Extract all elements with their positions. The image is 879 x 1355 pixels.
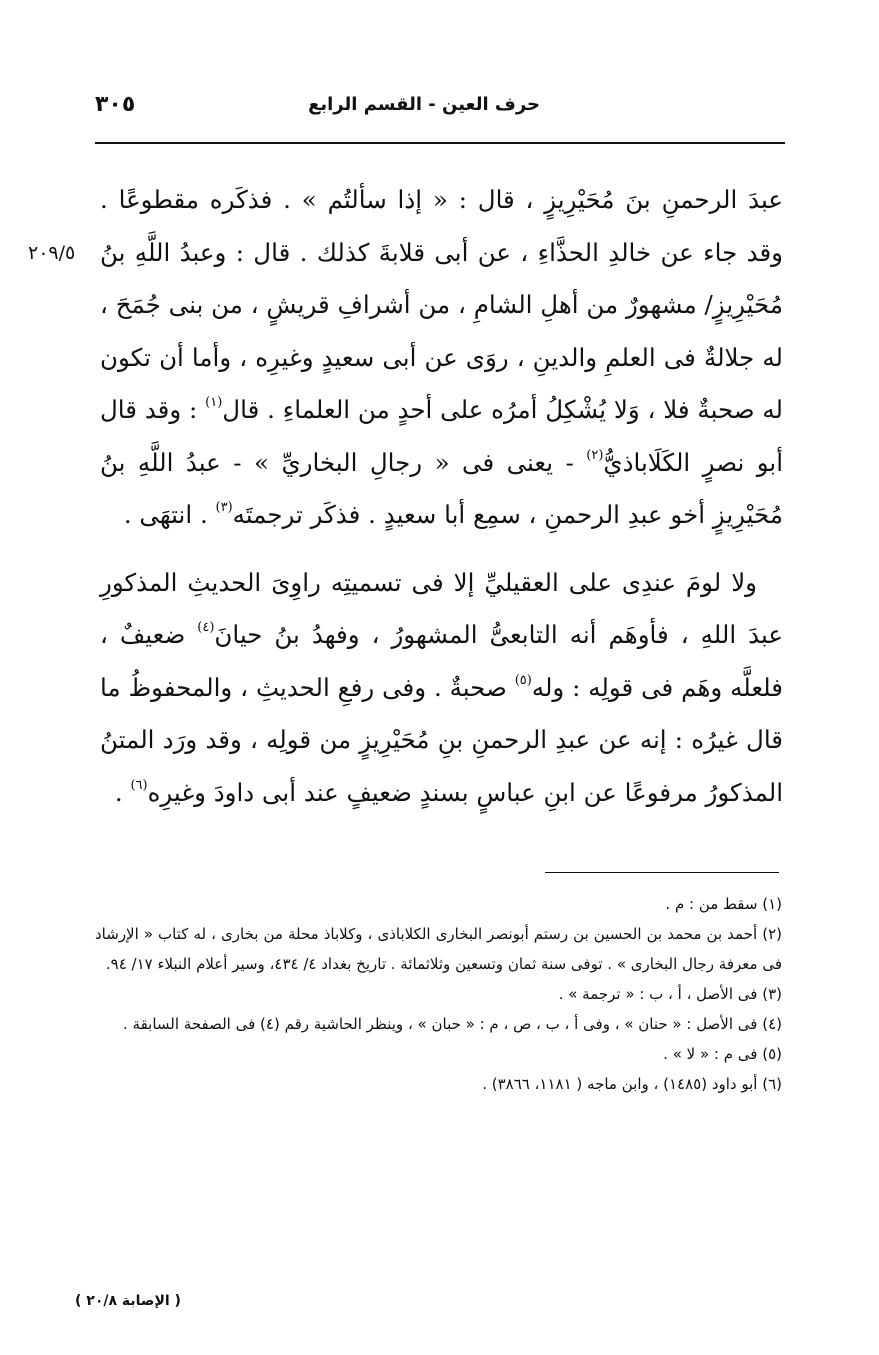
header-rule [95, 142, 785, 144]
footnote-4: (٤) فى الأصل : « حنان » ، وفى أ ، ب ، ص ، م : « حبان » ، وينظر الحاشية رقم (٤) فى الصفحة السابقة . [122, 1015, 782, 1033]
footnote-ref-1: (١) [205, 395, 223, 410]
footnote-ref-5: (٥) [514, 672, 532, 688]
text-run: ولا لومَ عندِى على العقيليِّ إلا فى تسميتِه راوِىَ الحديثِ المذكورِ عبدَ اللهِ ، فأوهَم أنه التابعىُّ المشهورُ ، وفهدُ بنُ حيانَ [100, 567, 783, 649]
signature-note: ( الإصابة ٢٠/٨ ) [75, 1293, 181, 1309]
footnote-rule [545, 872, 779, 873]
running-title: حرف العين - القسم الرابع [308, 94, 540, 115]
text-run: صحبةٌ . وفى رفعِ الحديثِ ، والمحفوظُ ما قال غيرُه : إنه عن عبدِ الرحمنِ بنِ مُحَيْرِيزٍ من قولِه ، وقد ورَد المتنُ المذكورُ مرفوعًا عن ابنِ عباسٍ بسندٍ ضعيفٍ عند أبى داودَ وغيرِه [100, 672, 783, 807]
footnote-ref-4: (٤) [197, 620, 215, 635]
text-run: عبدَ الرحمنِ بنَ مُحَيْرِيزٍ ، قال : « إذا سألتُم » . فذكَره مقطوعًا . وقد جاء عن خالدِ الحذَّاءِ ، عن أبى قلابةَ كذلك . قال : وعبدُ اللَّهِ بنُ مُحَيْرِيزٍ/ مشهورٌ من أهلِ الشامِ ، من أشرافِ قريشٍ ، من بنى جُمَحَ ، له جلالةٌ فى العلمِ والدينِ ، روَى عن أبى سعيدٍ وغيرِه ، وأما أن تكون له صحبةٌ فلا ، وَلا يُشْكِلُ أمرُه على أحدٍ من العلماءِ . قال [100, 185, 784, 424]
footnotes [95, 889, 782, 1099]
text-run: : وقد قال أبو نصرٍ الكَلَاباذيُّ [100, 395, 784, 477]
footnote-6: (٦) أبو داود (١٤٨٥) ، وابن ماجه ( ١١٨١، ٣٨٦٦) . [482, 1075, 782, 1093]
text-run: . انتهَى . [123, 500, 216, 529]
footnote-ref-3: (٣) [215, 500, 233, 515]
footnote-1: (١) سقط من : م . [665, 895, 782, 913]
page-number: ٣٠٥ [95, 92, 136, 117]
text-run: . [114, 777, 131, 807]
text-run: ضعيفٌ ، فلعلَّه وهَم فى قولِه : وله [100, 620, 783, 702]
margin-reference: ٢٠٩/٥ [28, 242, 76, 264]
paragraph-2 [100, 557, 783, 820]
page-header [95, 92, 785, 138]
paragraph-1 [100, 174, 783, 542]
footnote-ref-2: (٢) [586, 447, 604, 463]
footnote-ref-6: (٦) [130, 777, 148, 793]
footnote-2: (٢) أحمد بن محمد بن الحسين بن رستم أبونصر البخارى الكلاباذى ، وكلاباذ محلة من بخارى ، له كتاب « الإرشاد فى معرفة رجال البخارى » . توفى سنة ثمان وتسعين وثلاثمائة . تاريخ بغداد ٤/ ٤٣٤، وسير أعلام النبلاء ١٧/ ٩٤. [95, 925, 782, 973]
main-text [100, 174, 783, 819]
footnote-3: (٣) فى الأصل ، أ ، ب : « ترجمة » . [558, 985, 782, 1003]
footnote-5: (٥) فى م : « لا » . [663, 1045, 782, 1063]
text-run: - يعنى فى « رجالِ البخاريِّ » - عبدُ اللَّهِ بنُ مُحَيْرِيزٍ أخو عبدِ الرحمنِ ، سمِع أبا سعيدٍ . فذكَر ترجمتَه [100, 447, 783, 529]
